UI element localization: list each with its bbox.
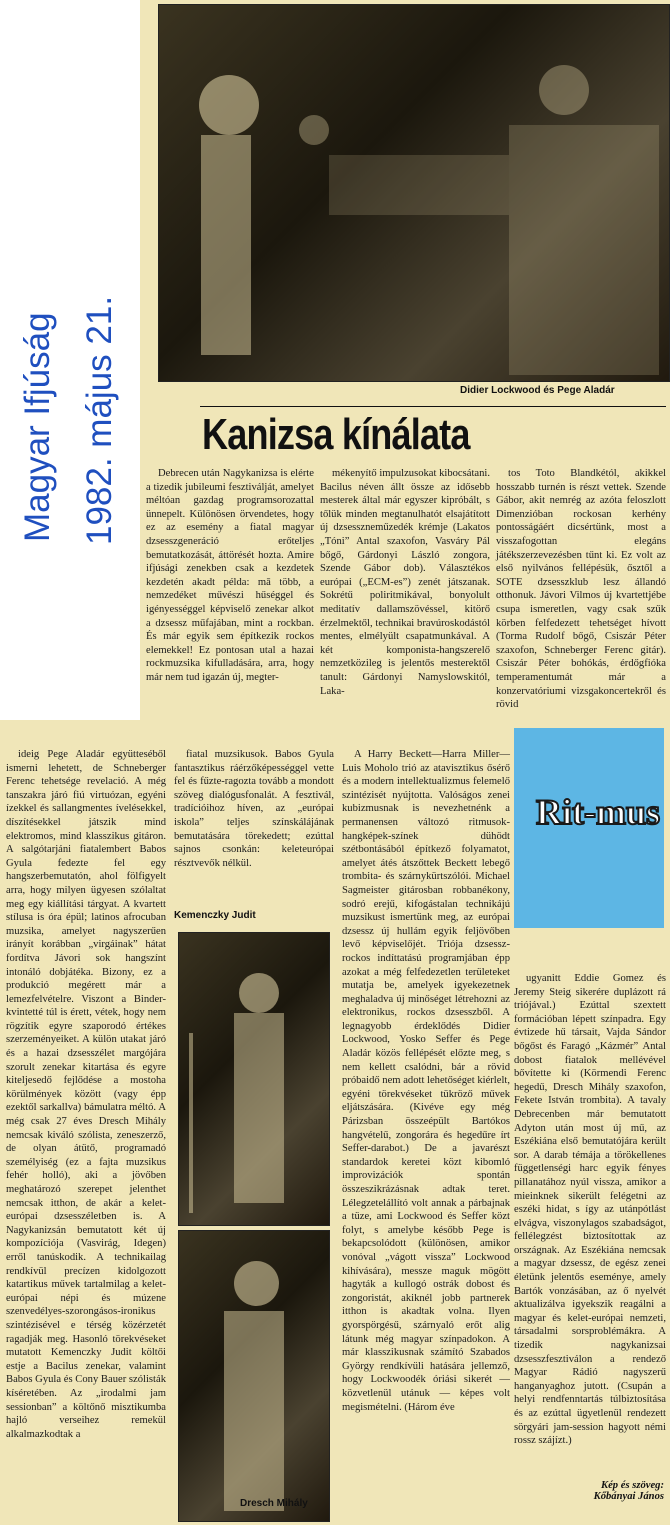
byline [514,1480,664,1502]
intro-column-3: tos Toto Blandkétól, akikkel hosszabb turnén is részt vettek. Szende Gábor, akit nemrég az azóta feloszlott Dimenzióban rockosan kerhény pontosságáért dicsértünk, most a visszafogottan elegáns játékszerzevezésben tűnt ki. Ez volt az első nyilvános fellépésük, ősztől a SOTE dzsesszklub lesz állandó otthonuk. Jávori Vilmos új kvartettjébe csupa ismeretlen, vagy csak szűk körben felfedezett tehetséget hívott (Torma Rudolf bőgő, Csiszár Péter szaxofon, Schneberger Ferenc gitár). Csiszár Péter bohókás, érdőgfióka temperamentumát már a konzervatóriumi vizsgakoncertekről és rövid [496,468,666,711]
kemenczky-caption: Kemenczky Judit [174,910,256,921]
publication-label: Magyar Ifjúság [18,312,57,542]
lower-column-4: ugyanitt Eddie Gomez és Jeremy Steig sikerére duplázott rá triójával.) Ezúttal szextett formációban lépett színpadra. Egy évtizede hű társait, Vajda Sándor bőgőst és Faragó „Kázmér” Antal dobost fiatalok mellévével bővítette ki (Körmendi Ferenc hegedű, Dresch Mihály szaxofon, Fekete István trombita). A tavaly Debrecenben már bemutatott Adyton után most új mű, az Eszékiána első bemutatójára került sor. A darab témája a törökellenes függetlenségi harc egyik fényes pillanatához nyúl vissza, amikor a mieinknek sikerült felégetni az eszéki hidat, s így az utánpótlást elvágva, viszonylagos szabadságot, fellélegzést biztosítottak az országnak. Az Eszékiána nemcsak a magyar dzsessz, de egész zenei életünk jelentős eseménye, amely Bartók vonzásában, az ő nyelvét aktualizálva igyekszik reagálni a magyar és kelet-európai nemzeti, társadalmi sorsproblémákra. A tizedik nagykanizsai dzsesszfesztiválon a rendező Magyar Rádió nagyszerű hanganyaghoz jutott. (Csupán a helyi rendfenntartás túlbiztosítása és az ezúttal ügyetlenül rendezett sörgyári jam-session hagyott némi rossz szájízt.) [514,973,666,1447]
date-label: 1982. május 21. [80,295,119,545]
byline-author: Kőbányai János [593,1491,664,1502]
ritmus-logo-box [514,728,664,928]
byline-label: Kép és szöveg: [601,1480,664,1491]
lower-column-1: ideig Pege Aladár együtteséből ismerni lehetett, de Schneberger Ferenc tehetsége revelació. A még tanszakra járó fiú virtuózan, egyéni ízekkel és sallangmentes ívelésekkel, díszítésekkel játszik mind elektromos, mind klasszikus gitáron. A salgótarjáni fiatalembert Babos Gyula fedezte fel egy hangszerbemutatón, ahol fölfigyelt arra, hogy milyen ügyesen szólaltat meg egy kiállítási tárgyat. A kvartett stílusa is óra épül; latinos afrocuban muzsika, amelyet nagyszerűen irányít korábban „virgáinak” hátat fordítva Jávori sok hangszínt intonáló dobjátéka. Bizony, ez a produkció megérett már a lemezfelvételre. Viszont a Binder-kvintetté túl is érett, vétek, hogy nem rögzítik egyre szaporodó értékes szerzeményeiket. A külön utakat járó és a hazai dzsesszélet margójára szorult zenekar kitartása és egyre kiteljesedő fejlődése a mostoha körülmények között (vagy épp ezektől sarkallva) bámulatra méltó. A még csak 27 éves Dresch Mihály nemcsak kiváló szólista, zeneszerző, de olyan átütő, programadó személyiség (ez a fajta muzsikus fehér holló), aki a jövőben meghatározó szerepet jelenthet nemcsak itthon, de akár a kelet-európai dzsesszéletben is. A Nagykanizsán bemutatott két új kompozíciója (Vasvirág, Idegen) erről tanúskodik. A technikailag rendkívül precízen kidolgozott katartikus művek tartalmilag a kelet-európai népi és múzene szenvedélyes-szorongásos-ironikus szintézisével e térség közérzetét ragadják meg. Hasonló törekvéseket mutatott Kemenczky Judit költői estje a Bacilus zenekar, valamint Babos Gyula és Cony Bauer szólisták kíséretében. Az „irodalmi jam sessionban” a költőnő misztikumba hajló verseihez remekül alkalmazkodtak a [6,749,166,1440]
intro-column-1: Debrecen után Nagykanizsa is elérte a tizedik jubileumi fesztiválját, amelyet méltóan gazdag programsorozattal ünnepelt. Különösen örvendetes, hogy ez az esemény a fiatal magyar dzsesszgeneráció erőteljes bemutatkozását, áttörését hozta. Amire ifjúsági zenekben csak a kezdetek kezdetén akadt példa: mā több, a nemzedéket művészi hűséggel és igényességgel képviselő zenekar alkot a dzsessz műfajában, mint a rockban. És már egyik sem építkezik rockos elemekkel! Ez pontosan utal a hazai rockmuzsika kifulladására, arra, hogy már nem tud igazán új, megter- [146,468,314,683]
concert-photo [158,4,670,382]
lower-column-3: A Harry Beckett—Harra Miller—Luis Moholo trió az atavisztikus ősérő és a modern intellektualizmus felemelő szintézisét nyújtotta. Valóságos zenei kubizmusnak is nevezhetnénk a permanensen változó ritmusok-hangképek-színek dühödt szétbontásából építkező folyamatot, amelyet átés átszőttek Beckett lebegő trombita- és szárnykürtszólói. Michael Sagmeister gitárosban robbanékony, sodró erejű, kifogástalan technikájú muzsikust ismertünk meg, az európai dzsessz új hullám egyik feljövőben levő képviselőjét. Triója dzsessz-rockos indíttatású programjában épp azokat a még felfedezetlen területeket mutatja be, amelyek igyekezetnek meghaladva új minőséget létrehozni az elektronikus, rockos dzsesszből. A legnagyobb érdeklődés Didier Lockwood, Yosko Seffer és Pege Aladár közös fellépését előzte meg, s nem kellett csalódni, bár a rövid próbaidő nem adott lehetőséget kiérlelt, egyéni törekvéseket tükröző művek eljátszására. (Kivéve egy még Párizsban összeépült Bartókos hangvételű, zongorára és hegedűre írt Seffer-darabot.) De a javarészt standardok keretei közt kibomló improvizációk spontán összeszikrázásnak adtak teret. Lélegzetelállító volt annak a párbajnak a tüze, ami Lockwood és Seffer közt folyt, s amelybe később Pege is bekapcsolódott (különösen, amikor vonóval „vágott vissza” Lockwood kihívására), messze maguk mögött hagyták a kullogó ostrák dobost és zongoristát, akiknél jobb partnerek itthon is akadtak volna. Ilyen gyorspörgésű, szárnyaló erőt alig látunk még magyar színpadokon. A már klasszikusnak számító Szabados György rendkívüli hatására jellemző, hogy Lockwoodék óriási sikerét — közvetlenül utánuk — képes volt megismételni. (Három éve [342,749,510,1413]
dresch-caption: Dresch Mihály [240,1498,308,1509]
top-photo-caption: Didier Lockwood és Pege Aladár [460,385,615,396]
lower-column-2: fiatal muzsikusok. Babos Gyula fantasztikus ráérzőképességgel vette fel és fűzte-ragozta tovább a mondott szöveg dialógusfonalát. A fesztivál, tradícióihoz híven, az „európai iskola” teljes színskálájának bemutatására törekedett; ezúttal sajnos csonkán: keleteurópai résztvevők nélkül. [174,749,334,869]
bottom-clipping [0,720,670,1525]
dresch-photo [178,1230,330,1522]
intro-column-2: mékenyítő impulzusokat kibocsátani. Bacilus néven állt össze az idősebb mesterek által már egyszer kipróbált, s tőlük minden megtanulhatót elsajátított új dzsesszneműzedék krémje (Lakatos „Tóni” Antal szaxofon, Vasváry Pál bőgő, Gárdonyi László zongora, Szende Gábor dob). Választékos európai („ECM-es”) zenét játszanak. Sokrétű poliritmikával, bonyolult meditatív dallamszövéssel, kitörő érzelmektől, technikai bravúroskodástól mentes, elmélyült csapatmunkával. A két komponista-hangszerelő nemzetközileg is jelentős mesterektől tanult: Gárdonyi Namyslowskitól, Laka- [320,468,490,697]
ritmus-logo [534,788,660,868]
headline-rule [200,406,666,407]
top-clipping [140,0,670,722]
ritmus-logo-text: Rit-mus [536,792,660,832]
headline: Kanizsa kínálata [202,410,470,459]
kemenczky-photo [178,932,330,1226]
